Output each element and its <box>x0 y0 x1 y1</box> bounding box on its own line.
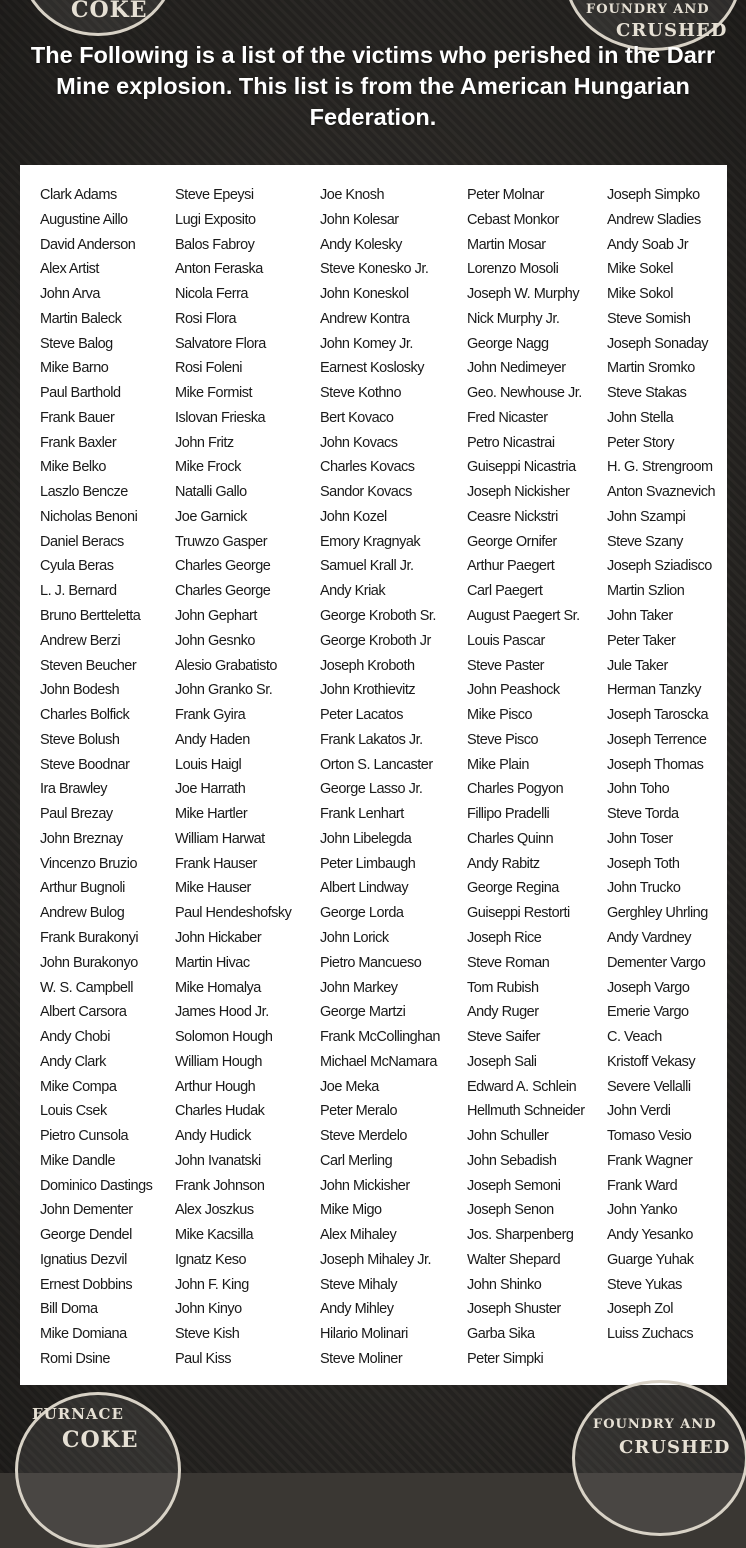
victim-name: Tom Rubish <box>467 979 539 996</box>
victim-name: George Kroboth Sr. <box>320 608 436 625</box>
victim-name: Balos Fabroy <box>175 236 255 253</box>
victim-name: John Mickisher <box>320 1177 410 1194</box>
victim-name: John Granko Sr. <box>175 682 273 699</box>
victim-name: Solomon Hough <box>175 1029 273 1046</box>
victim-name: Severe Vellalli <box>607 1078 691 1095</box>
victim-name: Andy Hudick <box>175 1128 251 1145</box>
victim-name: George Ornifer <box>467 533 557 550</box>
victim-name: Mike Kacsilla <box>175 1227 254 1244</box>
victims-column-3 <box>320 183 440 1372</box>
victim-name: C. Veach <box>607 1029 662 1046</box>
victim-name: Bruno Bertteletta <box>40 608 141 625</box>
victim-name: Paul Brezay <box>40 806 113 823</box>
victim-name: John Yanko <box>607 1202 678 1219</box>
victim-name: Mike Dandle <box>40 1152 116 1169</box>
victim-name: Andy Yesanko <box>607 1227 693 1244</box>
victim-name: Steve Kothno <box>320 385 402 402</box>
victim-name: August Paegert Sr. <box>467 608 580 625</box>
victim-name: Frank Baxler <box>40 434 117 451</box>
victim-name: Joseph W. Murphy <box>467 286 580 303</box>
victim-name: John Kovacs <box>320 434 398 451</box>
victim-name: Andy Vardney <box>607 929 692 946</box>
victim-name: Guiseppi Nicastria <box>467 459 576 476</box>
victim-name: George Regina <box>467 880 559 897</box>
victim-name: Louis Csek <box>40 1103 107 1120</box>
victim-name: Walter Shepard <box>467 1251 561 1268</box>
victims-list-panel <box>20 165 727 1385</box>
victim-name: Garba Sika <box>467 1326 535 1343</box>
victim-name: Luiss Zuchacs <box>607 1326 694 1343</box>
victim-name: Louis Haigl <box>175 756 242 773</box>
victim-name: Frank Lakatos Jr. <box>320 731 423 748</box>
victim-name: Andy Mihley <box>320 1301 394 1318</box>
victim-name: John Shinko <box>467 1276 542 1293</box>
victim-name: Herman Tanzky <box>607 682 701 699</box>
victim-name: Vincenzo Bruzio <box>40 855 138 872</box>
victim-name: Samuel Krall Jr. <box>320 558 414 575</box>
victim-name: H. G. Strengroom <box>607 459 713 476</box>
victim-name: Frank Lenhart <box>320 806 404 823</box>
victim-name: Joe Garnick <box>175 508 247 525</box>
victim-name: Daniel Beracs <box>40 533 124 550</box>
victim-name: John Koneskol <box>320 286 409 303</box>
victim-name: Rosi Foleni <box>175 360 243 377</box>
victim-name: Nicholas Benoni <box>40 508 138 525</box>
victim-name: Fred Nicaster <box>467 409 548 426</box>
victim-name: Mike Homalya <box>175 979 261 996</box>
victim-name: John Burakonyo <box>40 954 138 971</box>
victim-name: Steve Stakas <box>607 385 687 402</box>
victim-name: Mike Sokol <box>607 286 673 303</box>
victim-name: John Gephart <box>175 608 257 625</box>
victim-name: Mike Belko <box>40 459 106 476</box>
victim-name: Arthur Bugnoli <box>40 880 125 897</box>
victim-name: John Kolesar <box>320 211 399 228</box>
victim-name: Andy Rabitz <box>467 855 540 872</box>
victim-name: Steve Epeysi <box>175 187 254 203</box>
seal-bottom-right <box>572 1380 746 1536</box>
victim-name: George Martzi <box>320 1004 406 1021</box>
victim-name: Ignatz Keso <box>175 1251 247 1268</box>
victim-name: Alex Artist <box>40 261 99 278</box>
victim-name: Tomaso Vesio <box>607 1128 692 1145</box>
seal-bottom-right-text-a: FOUNDRY AND <box>593 1417 717 1432</box>
victim-name: Joseph Mihaley Jr. <box>320 1251 432 1268</box>
victim-name: Mike Domiana <box>40 1326 127 1343</box>
victim-name: Joseph Shuster <box>467 1301 561 1318</box>
victim-name: Andrew Sladies <box>607 211 701 228</box>
victim-name: Steve Merdelo <box>320 1128 407 1145</box>
victim-name: Paul Barthold <box>40 385 121 402</box>
victim-name: Charles Kovacs <box>320 459 415 476</box>
victim-name: John F. King <box>175 1276 249 1293</box>
victim-name: Martin Hivac <box>175 954 250 971</box>
victim-name: John Stella <box>607 409 674 426</box>
victim-name: Emerie Vargo <box>607 1004 689 1021</box>
victim-name: John Nedimeyer <box>467 360 566 377</box>
victim-name: Carl Paegert <box>467 583 543 600</box>
victim-name: Peter Limbaugh <box>320 855 416 872</box>
victim-name: Frank Wagner <box>607 1152 693 1169</box>
victim-name: Albert Carsora <box>40 1004 127 1021</box>
victim-name: Emory Kragnyak <box>320 533 421 550</box>
victim-name: John Toho <box>607 781 670 798</box>
victim-name: Clark Adams <box>40 187 117 203</box>
victim-name: William Hough <box>175 1053 262 1070</box>
victim-name: Paul Hendeshofsky <box>175 905 292 922</box>
victim-name: Andy Kriak <box>320 583 386 600</box>
victim-name: Islovan Frieska <box>175 409 266 426</box>
victim-name: Steve Somish <box>607 310 691 327</box>
victim-name: Joseph Semoni <box>467 1177 561 1194</box>
victim-name: Jos. Sharpenberg <box>467 1227 574 1244</box>
victim-name: Mike Migo <box>320 1202 382 1219</box>
victim-name: Arthur Hough <box>175 1078 256 1095</box>
victim-name: Joseph Sziadisco <box>607 558 712 575</box>
victim-name: Hellmuth Schneider <box>467 1103 585 1120</box>
victim-name: Frank McCollinghan <box>320 1029 440 1046</box>
victim-name: Pietro Mancueso <box>320 954 422 971</box>
seal-top-right-text-a: FOUNDRY AND <box>586 2 710 17</box>
victims-column-2 <box>175 183 291 1372</box>
victim-name: John Breznay <box>40 830 123 847</box>
victim-name: Charles Quinn <box>467 830 554 847</box>
victim-name: Joseph Sali <box>467 1053 537 1070</box>
victim-name: Ira Brawley <box>40 781 108 798</box>
victim-name: Frank Ward <box>607 1177 678 1194</box>
victim-name: Andrew Bulog <box>40 905 125 922</box>
victim-name: Anton Feraska <box>175 261 263 278</box>
victim-name: John Kozel <box>320 508 387 525</box>
victim-name: Truwzo Gasper <box>175 533 268 550</box>
victim-name: Carl Merling <box>320 1152 393 1169</box>
victim-name: Rosi Flora <box>175 310 237 327</box>
victim-name: Joseph Rice <box>467 929 542 946</box>
victim-name: Mike Barno <box>40 360 109 377</box>
victim-name: Laszlo Bencze <box>40 484 128 501</box>
victim-name: W. S. Campbell <box>40 979 133 996</box>
victim-name: Peter Molnar <box>467 187 545 203</box>
victim-name: Charles Pogyon <box>467 781 564 798</box>
victim-name: John Kinyo <box>175 1301 242 1318</box>
victim-name: Joseph Sonaday <box>607 335 709 352</box>
victim-name: Earnest Koslosky <box>320 360 425 377</box>
seal-bottom-left <box>15 1392 181 1548</box>
victim-name: Joseph Taroscka <box>607 707 709 724</box>
victim-name: George Dendel <box>40 1227 132 1244</box>
victims-column-4 <box>467 183 585 1372</box>
victim-name: John Dementer <box>40 1202 133 1219</box>
victim-name: Alex Joszkus <box>175 1202 254 1219</box>
victim-name: John Sebadish <box>467 1152 557 1169</box>
seal-bottom-right-text-b: CRUSHED <box>619 1437 731 1458</box>
victim-name: Dominico Dastings <box>40 1177 153 1194</box>
victim-name: Augustine Aillo <box>40 211 128 228</box>
victim-name: Mike Formist <box>175 385 252 402</box>
victim-name: Joseph Nickisher <box>467 484 570 501</box>
victim-name: Anton Svaznevich <box>607 484 716 501</box>
victim-name: Martin Sromko <box>607 360 695 377</box>
victim-name: Steve Boodnar <box>40 756 130 773</box>
victim-name: Mike Hartler <box>175 806 248 823</box>
victim-name: Steven Beucher <box>40 657 137 674</box>
victim-name: Orton S. Lancaster <box>320 756 433 773</box>
victim-name: Andy Haden <box>175 731 250 748</box>
seal-top-right-text-b: CRUSHED <box>616 20 728 41</box>
victim-name: Andy Soab Jr <box>607 236 689 253</box>
victim-name: Arthur Paegert <box>467 558 555 575</box>
victim-name: Peter Taker <box>607 632 676 649</box>
victim-name: David Anderson <box>40 236 136 253</box>
victim-name: Michael McNamara <box>320 1053 437 1070</box>
victim-name: Peter Story <box>607 434 675 451</box>
victim-name: Cebast Monkor <box>467 211 559 228</box>
victim-name: Joe Knosh <box>320 187 385 203</box>
victim-name: Lorenzo Mosoli <box>467 261 559 278</box>
victim-name: John Trucko <box>607 880 681 897</box>
victim-name: Andy Kolesky <box>320 236 402 253</box>
victim-name: Steve Yukas <box>607 1276 682 1293</box>
victim-name: John Szampi <box>607 508 686 525</box>
victim-name: Steve Roman <box>467 954 550 971</box>
victim-name: John Gesnko <box>175 632 255 649</box>
victim-name: Salvatore Flora <box>175 335 266 352</box>
victim-name: Albert Lindway <box>320 880 409 897</box>
victim-name: John Markey <box>320 979 398 996</box>
victim-name: Fillipo Pradelli <box>467 806 550 823</box>
victim-name: Steve Mihaly <box>320 1276 398 1293</box>
victim-name: George Kroboth Jr <box>320 632 431 649</box>
victim-name: Ernest Dobbins <box>40 1276 133 1293</box>
victim-name: Mike Sokel <box>607 261 673 278</box>
victim-name: Geo. Newhouse Jr. <box>467 385 582 402</box>
victim-name: Ignatius Dezvil <box>40 1251 127 1268</box>
victim-name: Frank Burakonyi <box>40 929 139 946</box>
victim-name: Mike Plain <box>467 756 529 773</box>
victim-name: Steve Szany <box>607 533 683 550</box>
victim-name: Steve Bolush <box>40 731 120 748</box>
victim-name: Mike Compa <box>40 1078 117 1095</box>
victim-name: Charles George <box>175 558 271 575</box>
victim-name: John Lorick <box>320 929 389 946</box>
victim-name: George Lasso Jr. <box>320 781 423 798</box>
victim-name: Natalli Gallo <box>175 484 247 501</box>
victim-name: Ceasre Nickstri <box>467 508 558 525</box>
victim-name: Frank Johnson <box>175 1177 265 1194</box>
victim-name: Frank Gyira <box>175 707 246 724</box>
victim-name: L. J. Bernard <box>40 583 117 600</box>
victim-name: Joe Meka <box>320 1078 379 1095</box>
victim-name: Kristoff Vekasy <box>607 1053 696 1070</box>
victim-name: Peter Lacatos <box>320 707 403 724</box>
victim-name: John Komey Jr. <box>320 335 413 352</box>
victim-name: Frank Bauer <box>40 409 115 426</box>
victim-name: Steve Balog <box>40 335 113 352</box>
victim-name: Paul Kiss <box>175 1350 231 1367</box>
victim-name: Petro Nicastrai <box>467 434 555 451</box>
victim-name: John Arva <box>40 286 100 303</box>
victim-name: Charles George <box>175 583 271 600</box>
victim-name: Joseph Kroboth <box>320 657 415 674</box>
victim-name: Steve Saifer <box>467 1029 540 1046</box>
victim-name: Lugi Exposito <box>175 211 256 228</box>
victim-name: John Fritz <box>175 434 234 451</box>
victim-name: Frank Hauser <box>175 855 257 872</box>
victim-name: Joseph Thomas <box>607 756 704 773</box>
victim-name: Andy Chobi <box>40 1029 110 1046</box>
victim-name: Cyula Beras <box>40 558 114 575</box>
victim-name: Steve Moliner <box>320 1350 403 1367</box>
victim-name: Romi Dsine <box>40 1350 110 1367</box>
victim-name: Nicola Ferra <box>175 286 248 303</box>
victim-name: Charles Bolfick <box>40 707 130 724</box>
victim-name: Alex Mihaley <box>320 1227 397 1244</box>
victim-name: John Verdi <box>607 1103 671 1120</box>
victim-name: John Bodesh <box>40 682 120 699</box>
victim-name: Peter Simpki <box>467 1350 544 1367</box>
victim-name: Steve Pisco <box>467 731 539 748</box>
victim-name: Martin Szlion <box>607 583 685 600</box>
victim-name: James Hood Jr. <box>175 1004 269 1021</box>
victim-name: John Libelegda <box>320 830 412 847</box>
victim-name: Mike Hauser <box>175 880 251 897</box>
victim-name: Dementer Vargo <box>607 954 706 971</box>
victim-name: Andrew Berzi <box>40 632 121 649</box>
victim-name: Joe Harrath <box>175 781 246 798</box>
victim-name: Hilario Molinari <box>320 1326 408 1343</box>
victim-name: Martin Mosar <box>467 236 546 253</box>
victim-name: George Nagg <box>467 335 549 352</box>
victim-name: Joseph Zol <box>607 1301 673 1318</box>
victim-name: Andrew Kontra <box>320 310 410 327</box>
victim-name: Steve Paster <box>467 657 545 674</box>
victim-name: Steve Kish <box>175 1326 240 1343</box>
seal-bottom-left-text-b: COKE <box>62 1427 139 1453</box>
victim-name: John Taker <box>607 608 673 625</box>
victim-name: Martin Baleck <box>40 310 122 327</box>
victim-name: John Ivanatski <box>175 1152 261 1169</box>
victim-name: Sandor Kovacs <box>320 484 412 501</box>
victim-name: Nick Murphy Jr. <box>467 310 560 327</box>
victim-name: John Toser <box>607 830 673 847</box>
victim-name: Mike Pisco <box>467 707 533 724</box>
victim-name: Guarge Yuhak <box>607 1251 694 1268</box>
victim-name: Andy Clark <box>40 1053 106 1070</box>
victim-name: Jule Taker <box>607 657 668 674</box>
victim-name: Steve Torda <box>607 806 679 823</box>
victim-name: Joseph Vargo <box>607 979 690 996</box>
victim-name: John Hickaber <box>175 929 262 946</box>
victim-name: Charles Hudak <box>175 1103 265 1120</box>
victim-name: Guiseppi Restorti <box>467 905 570 922</box>
victims-column-5 <box>607 183 715 1347</box>
victim-name: Alesio Grabatisto <box>175 657 277 674</box>
victim-name: William Harwat <box>175 830 265 847</box>
victim-name: Mike Frock <box>175 459 241 476</box>
victim-name: Andy Ruger <box>467 1004 539 1021</box>
seal-bottom-left-text-a: FURNACE <box>32 1405 124 1423</box>
victim-name: Steve Konesko Jr. <box>320 261 429 278</box>
victim-name: Bert Kovaco <box>320 409 394 426</box>
victims-column-1 <box>40 183 152 1372</box>
page-title: The Following is a list of the victims who perished in the Darr Mine explosion. This list is from the American Hungarian Federation. <box>30 42 716 130</box>
victim-name: Joseph Toth <box>607 855 680 872</box>
seal-top-left-text: COKE <box>71 0 148 23</box>
victim-name: Peter Meralo <box>320 1103 398 1120</box>
victim-name: Joseph Terrence <box>607 731 707 748</box>
victim-name: Gerghley Uhrling <box>607 905 708 922</box>
victim-name: Joseph Senon <box>467 1202 554 1219</box>
victim-name: Edward A. Schlein <box>467 1078 577 1095</box>
victim-name: John Peashock <box>467 682 560 699</box>
victim-name: Joseph Simpko <box>607 187 700 203</box>
victim-name: Bill Doma <box>40 1301 98 1318</box>
victim-name: John Krothievitz <box>320 682 416 699</box>
victim-name: George Lorda <box>320 905 404 922</box>
victim-name: Louis Pascar <box>467 632 545 649</box>
victim-name: Pietro Cunsola <box>40 1128 129 1145</box>
victim-name: John Schuller <box>467 1128 549 1145</box>
